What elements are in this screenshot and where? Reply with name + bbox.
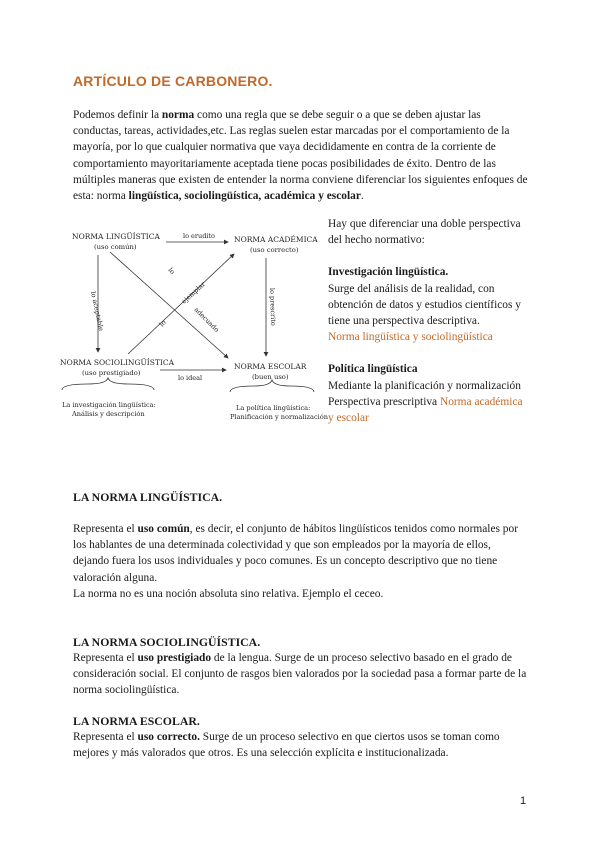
brace-left-line2: Análisis y descripción [72,410,145,418]
sec3-bold: uso correcto. [137,731,200,743]
edge-diag-up-arrow [128,254,234,354]
norm-diagram [58,222,328,432]
intro-bold-norma: norma [161,109,195,121]
perspective-intro: Hay que diferenciar una doble perspectiva del hecho normativo: [328,218,521,247]
intro-paragraph [73,107,529,204]
node-esc: NORMA ESCOLAR [234,362,307,371]
brace-right [230,380,314,392]
diag-lo-2: lo [157,318,168,329]
policy-prefix: Perspectiva prescriptiva [328,395,440,408]
policy-norms: Norma académica y escolar [328,395,523,425]
sec3-paragraph [73,729,529,761]
intro-text-1: Podemos definir la [73,109,162,121]
sec2-text-1: Representa el [73,652,138,664]
edge-left-label: lo aceptable [89,290,106,332]
diag-adecuado: adecuado [192,305,221,334]
edge-right-label: lo prescrito [268,287,278,326]
policy-title: Política lingüística [328,363,418,376]
intro-text-3: . [360,190,364,203]
sec1-text-1: Representa el [73,523,138,535]
brace-right-line1: La política lingüística: [236,404,311,412]
sec2-bold: uso prestigiado [137,652,212,664]
node-acad: NORMA ACADÉMICA [234,235,318,244]
diag-ejemplar: ejemplar [179,280,207,306]
heading-norma-sociolinguistica: LA NORMA SOCIOLINGÜÍSTICA. [73,635,261,649]
node-socio-sub: (uso prestigiado) [82,369,141,377]
sec3-text-2: Surge de un proceso selectivo en que ciertos usos se toman como mejores y más valorados que otros. Es una selección explícita e institucionalizada. [73,731,500,760]
sec3-text-1: Representa el [73,731,138,743]
sec1-text-3: La norma no es una noción absoluta sino relativa. Ejemplo el ceceo. [73,587,384,600]
article-title: ARTÍCULO DE CARBONERO. [73,73,273,89]
page-number: 1 [520,795,527,807]
diag-lo-1: lo [166,266,177,276]
investigation-title: Investigación lingüística. [328,266,449,279]
intro-bold-types: lingüística, sociolingüística, académica y escolar [128,190,361,203]
policy-body: Mediante la planificación y normalización [328,379,521,392]
perspective-column [328,216,528,426]
sec1-paragraph [73,521,529,602]
brace-right-line2: Planificación y normalización [230,413,328,421]
edge-bottom-label: lo ideal [178,374,203,382]
sec2-text-2: de la lengua. Surge de un proceso selectivo basado en el grado de consideración social. El conjunto de rasgos bien valorados por la sociedad pasa a formar parte de la norma sociolingüística. [73,652,527,697]
node-socio: NORMA SOCIOLINGÜÍSTICA [60,358,175,367]
sec2-paragraph [73,650,529,699]
node-ling-sub: (uso común) [94,243,137,251]
heading-norma-escolar: LA NORMA ESCOLAR. [73,714,200,728]
investigation-body: Surge del análisis de la realidad, con obtención de datos y estudios científicos y tiene una perspectiva descriptiva. [328,282,521,328]
sec1-bold: uso común [137,523,190,535]
brace-left [62,378,154,390]
investigation-norms: Norma lingüística y sociolingüística [328,331,493,344]
sec1-text-2: , es decir, el conjunto de hábitos lingüísticos tenidos como normales por los hablantes de una determinada colectividad y que son empleados por la mayoría de ellos, dejando fuera los usos individuales y poco comunes. Es un concepto descriptivo que no tiene valoración alguna. [73,523,518,584]
brace-left-line1: La investigación lingüística: [62,401,156,409]
intro-text-2: como una regla que se debe seguir o a que se deben ajustar las conductas, tareas, actividades,etc. Las reglas suelen estar marcadas por el comportamiento de la mayoría, por lo que cualquier normativa que vaya decididamente en contra de la corriente de comportamiento mayoritariamente aceptada tiene pocas posibilidades de éxito. Dentro de las múltiples maneras que existen de entender la norma conviene diferenciar los siguientes enfoques de esta: norma [73,109,528,203]
node-esc-sub: (buen uso) [252,373,289,381]
node-acad-sub: (uso correcto) [250,246,299,254]
edge-top-label: lo erudito [183,232,215,240]
node-ling: NORMA LINGÜÍSTICA [72,232,160,241]
heading-norma-linguistica: LA NORMA LINGÜÍSTICA. [73,490,223,504]
norm-diagram-svg [58,222,328,432]
